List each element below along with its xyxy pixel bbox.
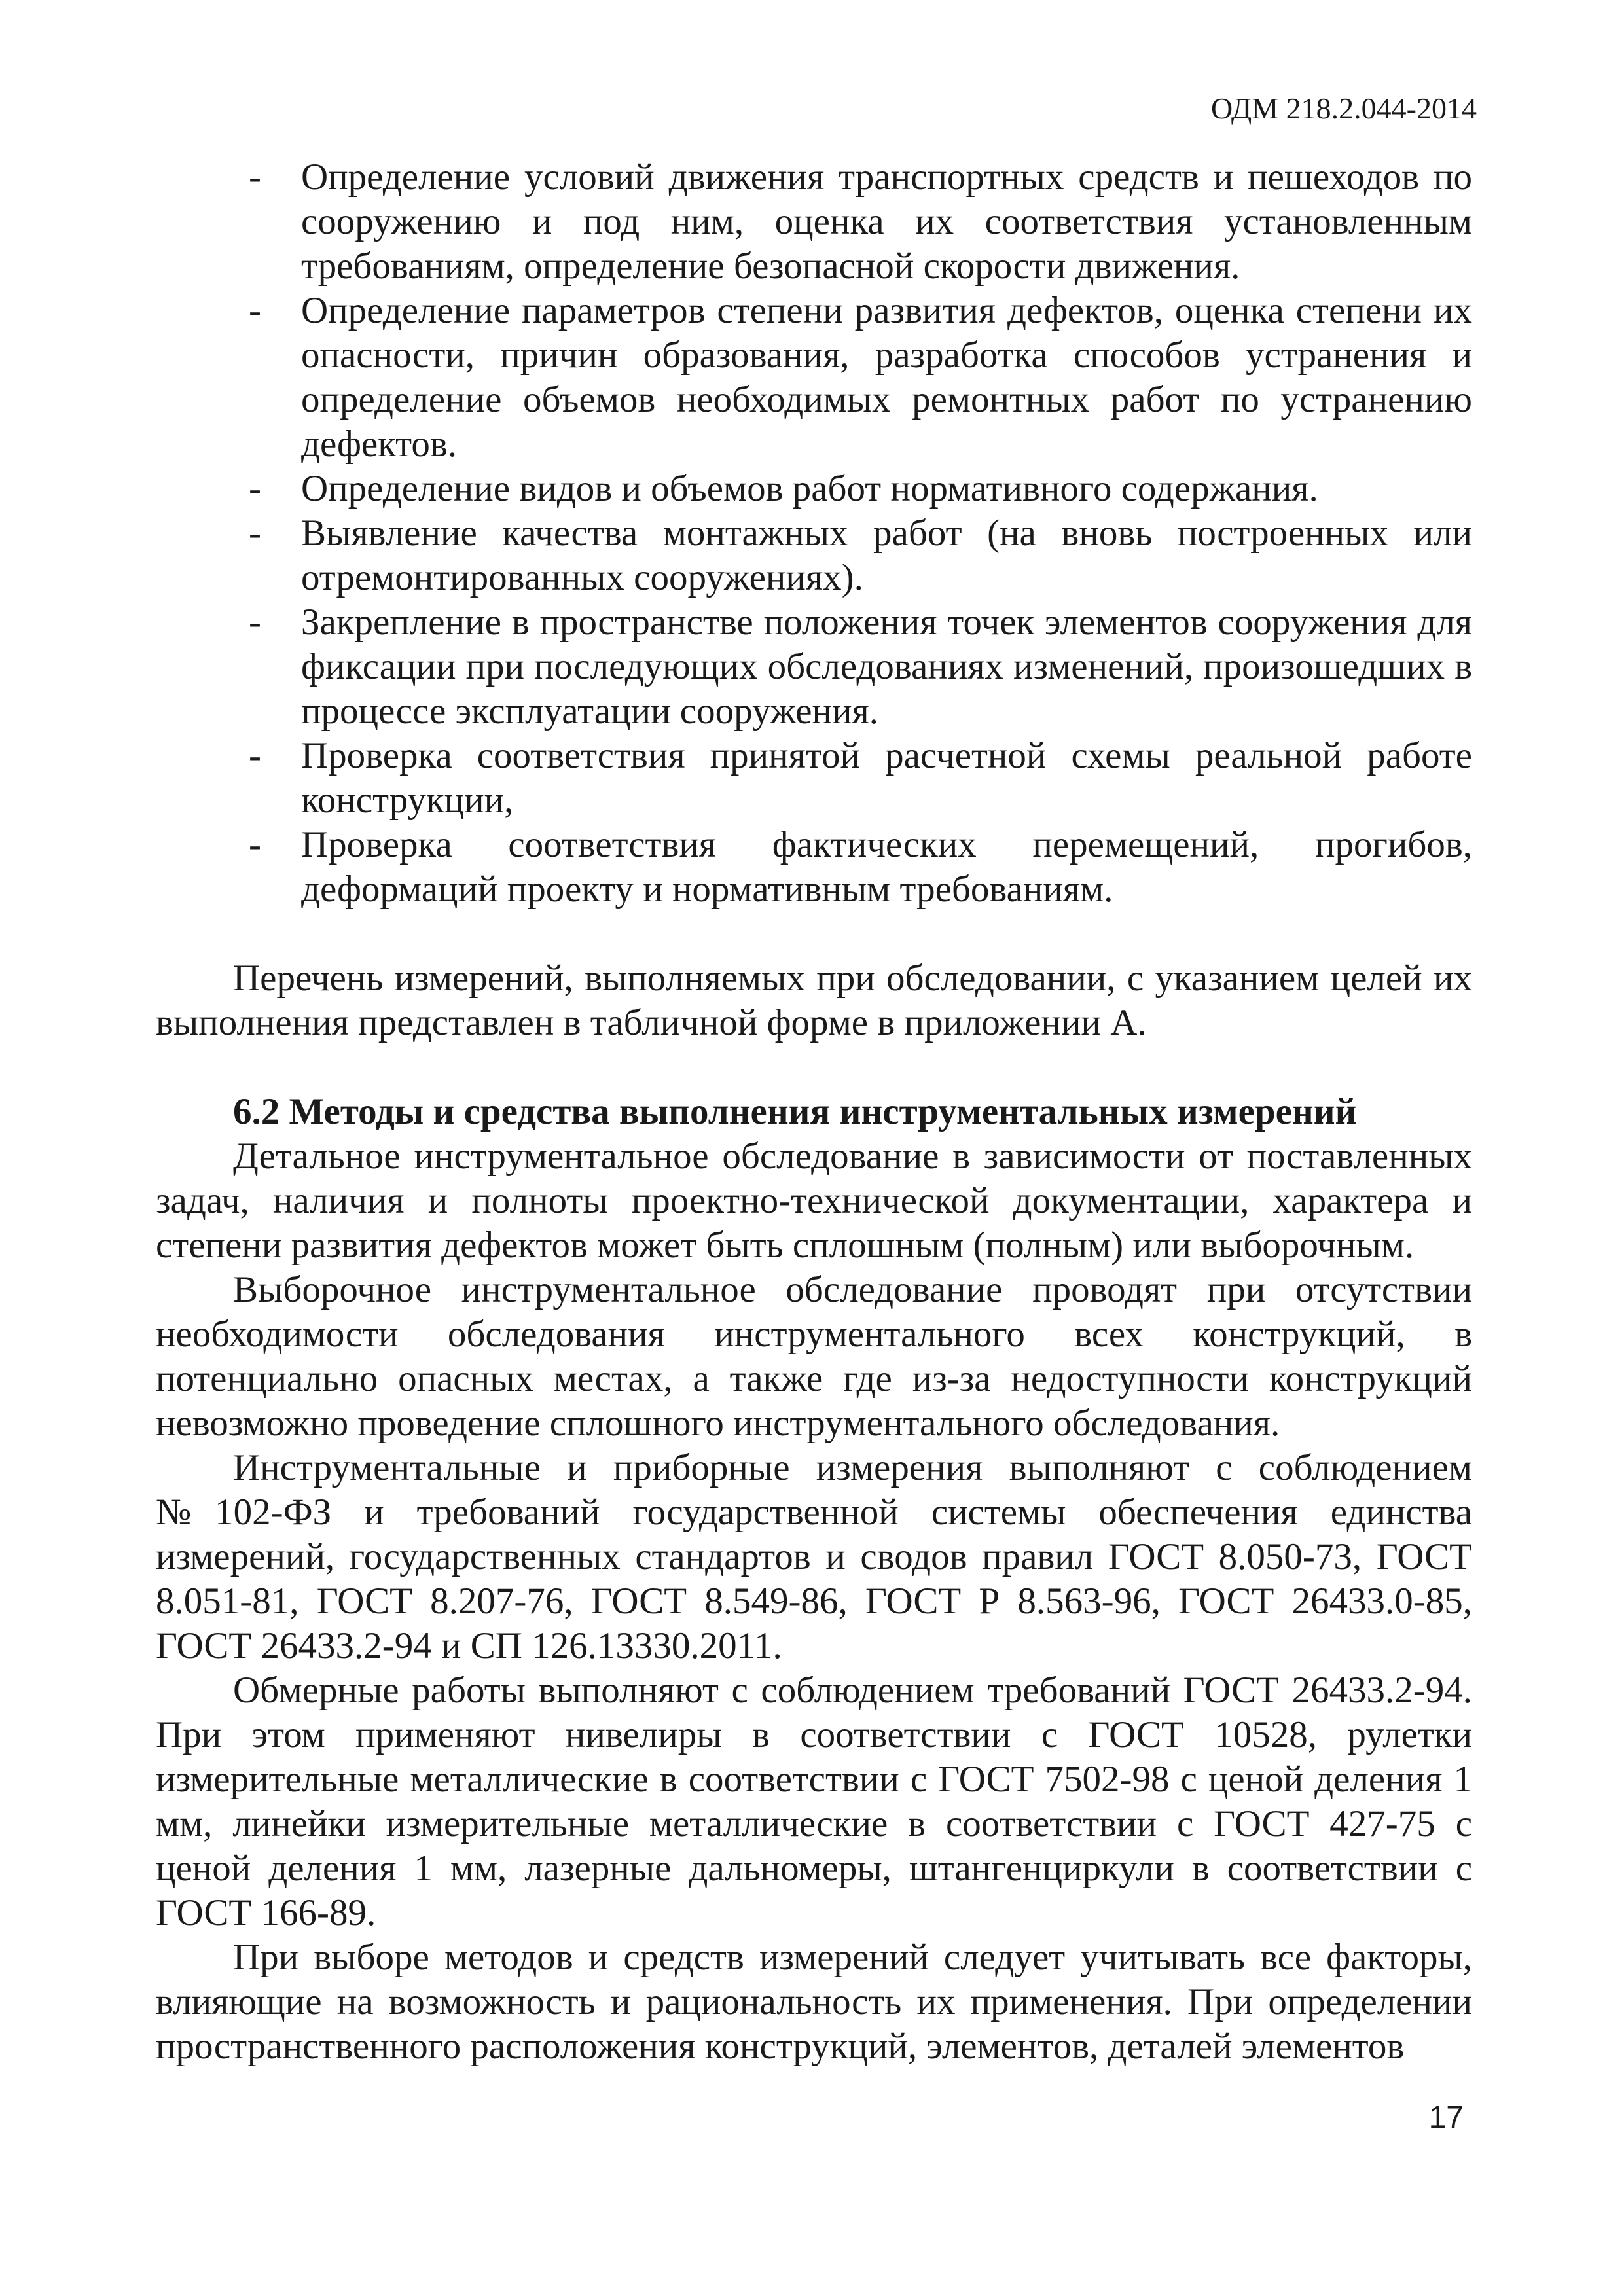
list-item-text: Проверка соответствия фактических перемещений, прогибов, деформаций проекту и нормативным требованиям. — [301, 824, 1472, 910]
list-bullet: - — [249, 290, 261, 331]
list-item-text: Определение условий движения транспортных средств и пешеходов по сооружению и под ним, оценка их соответствия установленным требованиям, определение безопасной скорости движения. — [301, 156, 1472, 287]
section-heading: 6.2 Методы и средства выполнения инструментальных измерений — [233, 1091, 1357, 1132]
list-item-text: Проверка соответствия принятой расчетной схемы реальной работе конструкции, — [301, 735, 1472, 821]
body-paragraph: Детальное инструментальное обследование в зависимости от поставленных задач, наличия и полноты проектно-технической документации, характера и степени развития дефектов может быть сплошным (полным) или выборочным. — [156, 1136, 1472, 1266]
list-bullet: - — [249, 156, 261, 198]
list-item — [156, 467, 1472, 511]
requirements-list — [156, 155, 1472, 912]
body-paragraph: Инструментальные и приборные измерения выполняют с соблюдением №102-ФЗ и требований государственной системы обеспечения единства измерений, государственных стандартов и сводов правил ГОСТ 8.050-73, ГОСТ 8.051-81, ГОСТ 8.207-76, ГОСТ 8.549-86, ГОСТ Р 8.563-96, ГОСТ 26433.0-85, ГОСТ 26433.2-94 и СП 126.13330.2011. — [156, 1447, 1472, 1666]
body-paragraph: Обмерные работы выполняют с соблюдением требований ГОСТ 26433.2-94. При этом применяют нивелиры в соответствии с ГОСТ 10528, рулетки измерительные металлические в соответствии с ГОСТ 7502-98 с ценой деления 1 мм, линейки измерительные металлические в соответствии с ГОСТ 427-75 с ценой деления 1 мм, лазерные дальномеры, штангенциркули в соответствии с ГОСТ 166-89. — [156, 1670, 1472, 1933]
page-number: 17 — [1428, 2100, 1464, 2135]
list-bullet: - — [249, 468, 261, 509]
list-bullet: - — [249, 601, 261, 643]
list-bullet: - — [249, 824, 261, 865]
list-item-text: Выявление качества монтажных работ (на вновь построенных или отремонтированных сооружениях). — [301, 512, 1472, 598]
page-body — [156, 155, 1472, 2069]
body-paragraph: Выборочное инструментальное обследование проводят при отсутствии необходимости обследования инструментального всех конструкций, в потенциально опасных местах, а также где из-за недоступности конструкций невозможно проведение сплошного инструментального обследования. — [156, 1269, 1472, 1444]
list-item — [156, 511, 1472, 600]
list-item — [156, 289, 1472, 467]
list-bullet: - — [249, 512, 261, 554]
list-item — [156, 155, 1472, 289]
body-paragraph: При выборе методов и средств измерений следует учитывать все факторы, влияющие на возможность и рациональность их применения. При определении пространственного расположения конструкций, элементов, деталей элементов — [156, 1937, 1472, 2067]
list-item-text: Определение параметров степени развития дефектов, оценка степени их опасности, причин образования, разработка способов устранения и определение объемов необходимых ремонтных работ по устранению дефектов. — [301, 290, 1472, 465]
list-item — [156, 823, 1472, 912]
list-item-text: Определение видов и объемов работ нормативного содержания. — [301, 468, 1318, 509]
list-bullet: - — [249, 735, 261, 776]
measurements-note-paragraph: Перечень измерений, выполняемых при обследовании, с указанием целей их выполнения представлен в табличной форме в приложении А. — [156, 958, 1472, 1043]
list-item — [156, 734, 1472, 823]
document-code-header: ОДМ 218.2.044-2014 — [1210, 92, 1477, 125]
list-item-text: Закрепление в пространстве положения точек элементов сооружения для фиксации при последующих обследованиях изменений, произошедших в процессе эксплуатации сооружения. — [301, 601, 1472, 732]
list-item — [156, 600, 1472, 734]
